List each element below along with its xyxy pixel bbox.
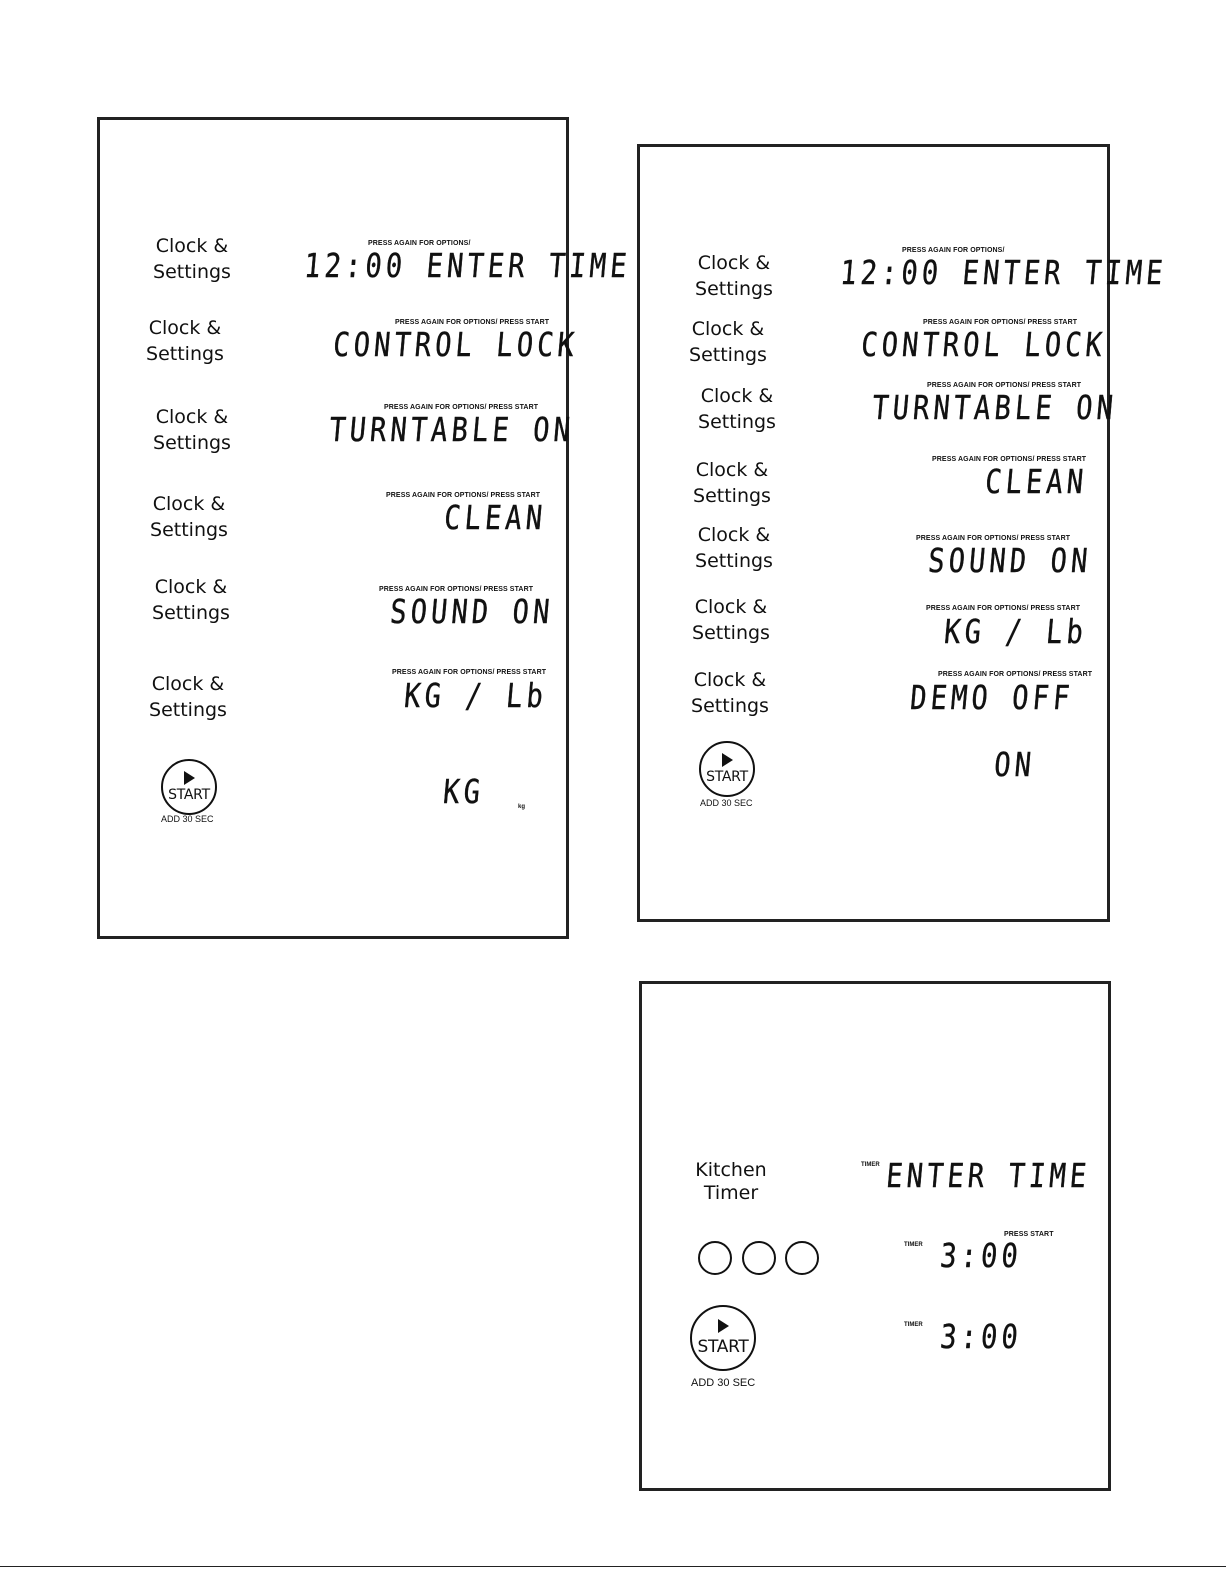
clock-settings-button[interactable]: Clock & Settings (691, 669, 769, 717)
start-button[interactable] (690, 1305, 756, 1371)
kitchen-timer-panel (639, 981, 1111, 1491)
lcd-display: TURNTABLE ON (327, 410, 576, 449)
start-label: START (706, 769, 748, 785)
display-hint: PRESS AGAIN FOR OPTIONS/ PRESS START (938, 671, 1093, 678)
clock-settings-button[interactable]: Clock & Settings (693, 459, 771, 507)
display-hint: PRESS AGAIN FOR OPTIONS/ (902, 247, 1005, 254)
add-30-sec-label: ADD 30 SEC (691, 1377, 756, 1389)
display-hint: PRESS AGAIN FOR OPTIONS/ PRESS START (392, 669, 547, 676)
clock-settings-button[interactable]: Clock & Settings (695, 524, 773, 572)
number-pad-circle[interactable] (698, 1241, 732, 1275)
lcd-display: 12:00 ENTER TIME (302, 246, 633, 285)
lcd-display: 3:00 (938, 1236, 1024, 1275)
lcd-display: CONTROL LOCK (331, 325, 580, 364)
lcd-display: 12:00 ENTER TIME (838, 253, 1169, 292)
timer-indicator: TIMER (904, 1322, 923, 1328)
lcd-display: KG / Lb (402, 676, 549, 715)
kitchen-timer-button[interactable]: Kitchen Timer (695, 1159, 767, 1204)
display-hint: PRESS AGAIN FOR OPTIONS/ PRESS START (386, 492, 541, 499)
lcd-display: 3:00 (938, 1317, 1024, 1356)
lcd-display: CLEAN (442, 498, 548, 537)
clock-settings-button[interactable]: Clock & Settings (146, 317, 224, 365)
number-pad-circle[interactable] (742, 1241, 776, 1275)
display-hint: PRESS AGAIN FOR OPTIONS/ PRESS START (916, 535, 1071, 542)
page-bottom-rule (0, 1566, 1226, 1567)
display-hint: PRESS AGAIN FOR OPTIONS/ PRESS START (379, 586, 534, 593)
clock-settings-button[interactable]: Clock & Settings (150, 493, 228, 541)
display-hint: PRESS AGAIN FOR OPTIONS/ PRESS START (384, 404, 539, 411)
display-hint: PRESS AGAIN FOR OPTIONS/ PRESS START (926, 605, 1081, 612)
display-hint: PRESS AGAIN FOR OPTIONS/ PRESS START (923, 319, 1078, 326)
start-label: START (168, 787, 210, 803)
right-settings-panel (637, 144, 1169, 922)
display-hint: PRESS AGAIN FOR OPTIONS/ PRESS START (932, 456, 1087, 463)
left-settings-panel (97, 117, 633, 939)
display-hint: PRESS START (1004, 1231, 1054, 1238)
display-hint: PRESS AGAIN FOR OPTIONS/ PRESS START (927, 382, 1082, 389)
clock-settings-button[interactable]: Clock & Settings (698, 385, 776, 433)
play-icon (184, 771, 195, 785)
start-label: START (697, 1337, 749, 1357)
play-icon (722, 753, 733, 767)
start-button[interactable] (161, 759, 217, 815)
display-hint: PRESS AGAIN FOR OPTIONS/ PRESS START (395, 319, 550, 326)
clock-settings-button[interactable]: Clock & Settings (692, 596, 770, 644)
lcd-display: KG (441, 772, 486, 811)
timer-indicator: TIMER (904, 1242, 923, 1248)
clock-settings-button[interactable]: Clock & Settings (153, 235, 231, 283)
clock-settings-button[interactable]: Clock & Settings (695, 252, 773, 300)
lcd-display: DEMO OFF (908, 678, 1076, 717)
display-hint: PRESS AGAIN FOR OPTIONS/ (368, 240, 471, 247)
timer-indicator: TIMER (861, 1162, 880, 1168)
clock-settings-button[interactable]: Clock & Settings (149, 673, 227, 721)
lcd-display: ON (992, 745, 1037, 784)
add-30-sec-label: ADD 30 SEC (700, 798, 753, 808)
play-icon (718, 1319, 729, 1333)
clock-settings-button[interactable]: Clock & Settings (689, 318, 767, 366)
unit-indicator: kg (518, 804, 526, 810)
clock-settings-button[interactable]: Clock & Settings (153, 406, 231, 454)
start-button[interactable] (699, 741, 755, 797)
lcd-display: TURNTABLE ON (870, 388, 1119, 427)
lcd-display: CONTROL LOCK (859, 325, 1108, 364)
lcd-display: KG / Lb (942, 612, 1089, 651)
lcd-display: SOUND ON (388, 592, 556, 631)
add-30-sec-label: ADD 30 SEC (161, 814, 214, 824)
lcd-display: SOUND ON (926, 541, 1094, 580)
lcd-display: ENTER TIME (884, 1156, 1092, 1195)
lcd-display: CLEAN (983, 462, 1089, 501)
clock-settings-button[interactable]: Clock & Settings (152, 576, 230, 624)
number-pad-circle[interactable] (785, 1241, 819, 1275)
